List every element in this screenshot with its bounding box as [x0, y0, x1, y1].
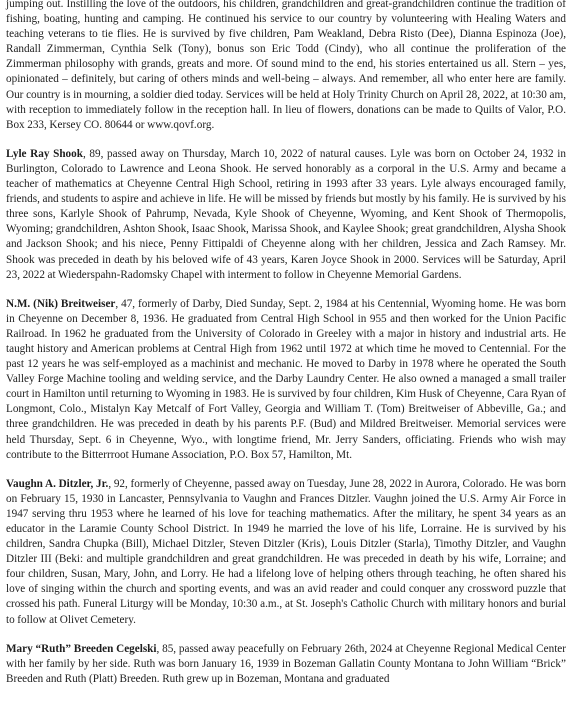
obituary-name: Vaughn A. Ditzler, Jr. — [6, 477, 109, 490]
obituary-entry-shook — [6, 147, 566, 283]
obituary-text: jumping out. Instilling the love of the outdoors, his children, grandchildren and great-grandchildren continue the tradition of fishing, boating, hunting and camping. He continued his service to our country by volunteering with Healing Waters and teaching veterans to tie flies. He is survived by five children, Pam Weakland, Debra Risto (Dee), Dianna Espinoza (Joe), Randall Zimmerman, Cynthia Selk (Tony), bonus son Eric Todd (Cindy), who all continue the proliferation of the Zimmerman philosophy with grands, greats and more. Of sound mind to the end, his stories entertained us all. Stern – yes, opinionated – definitely, but caring of others minds and well-being – always. And remember, all who enter here are family. Our country is in mourning, a soldier died today. Services will be held at Holy Trinity Church on April 28, 2022, at 10:30 am, with reception to immediately follow in the reception hall. In lieu of flowers, donations can be made to Quilts of Valor, P.O. Box 233, Kersey CO. 80644 or www.qovf.org. — [6, 0, 566, 131]
obituary-entry-breitweiser — [6, 297, 566, 463]
obituary-entry-cegelski — [6, 642, 566, 687]
obituary-name: N.M. (Nik) Breitweiser — [6, 297, 116, 310]
obituary-name: Lyle Ray Shook — [6, 147, 83, 160]
obituary-text: , 92, formerly of Cheyenne, passed away on Tuesday, June 28, 2022 in Aurora, Colorado. He was born on February 15, 1930 in Lancaster, Pennsylvania to Vaughn and Frances Ditzler. Vaughn joined the U.S. Army Air Force in 1947 serving thru 1953 where he learned of his love for teaching mathematics. After the military, he spent 34 years as an educator in the Laramie County School District. In 1949 he married the love of his life, Lorraine. He is survived by his children, Sandra Chupka (Bill), Michael Ditzler, Steven Ditzler (Kris), Louis Ditzler (Starla), Timothy Ditzler, and Vaughn Ditzler III (Beki: and multiple grandchildren and great grandchildren. He was preceded in death by his wife, Lorraine; and four children, Susan, Mary, John, and Lorry. He had a lifelong love of helping others through teaching, he often shared his love of singing within the church and sporting events, and was an avid reader and could conquer any crossword puzzle that crossed his path. Funeral Liturgy will be Monday, 10:30 a.m., at St. Joseph's Catholic Church with military honors and burial to follow at Olivet Cemetery. — [6, 477, 567, 626]
obituary-name: Mary “Ruth” Breeden Cegelski — [6, 642, 157, 655]
obituary-text: , 85, passed away peacefully on February 26th, 2024 at Cheyenne Regional Medical Center with her family by her side. Ruth was born January 16, 1939 in Bozeman Gallatin County Montana to John William “Brick” Breeden and Ruth (Platt) Breeden. Ruth grew up in Bozeman, Montana and graduated — [6, 642, 566, 685]
obituary-entry-zimmerman — [6, 0, 566, 133]
obituary-entry-ditzler — [6, 477, 566, 628]
obituary-text: , 47, formerly of Darby, Died Sunday, Sept. 2, 1984 at his Centennial, Wyoming home. He was born in Cheyenne on December 8, 1936. He graduated from Central High School in 955 and then worked for the Union Pacific Railroad. In 1962 he graduated from the University of Colorado in Greeley with a major in history and industrial arts. He taught history and American problems at Central High from 1962 until 1972 at which time he moved to Centennial. For the past 12 years he was self-employed as a machinist and mechanic. He moved to Darby in 1978 where he operated the South Valley Forge Machine tooling and welding service, and the Darby Laundry Center. He also owned a managed a small trailer court in Hamilton until returning to Wyoming in 1983. He is survived by four children, Kim Husk of Cheyenne, Cara Ryan of Longmont, Colo., Mistalyn Kay Metcalf of Fort Valley, Georgia and William T. (Tom) Breitweiser of Abbeville, Ga.; and three grandchildren. He was preceded in death by his parents P.F. (Bud) and Mildred Breitweiser. Memorial services were held Thursday, Sept. 6 in Cheyenne, Wyo., with longtime friend, Mr. Jerry Sanders, officiating. Friends who wish may contribute to the Bitterrroot Humane Association, P.O. Box 57, Hamilton, Mt. — [6, 297, 567, 461]
obituary-text: , 89, passed away on Thursday, March 10, 2022 of natural causes. Lyle was born on October 24, 1932 in Burlington, Colorado to Lawrence and Leona Shook. He served honorably as a corporal in the U.S. Army and became a teacher of mathematics at Cheyenne Central High School, retiring in 1993 after 33 years. Lyle always encouraged family, friends, and students to aspire and achieve in life. He will be missed by friends but mostly by his family. He is survived by his three sons, Karlyle Shook of Pahrump, Nevada, Kyle Shook of Cheyenne, Wyoming, and Kent Shook of Thermopolis, Wyoming; grandchildren, Ashton Shook, Isaac Shook, Marissa Shook, and Kaylee Shook; great grandchildren, Alysha Shook and Jackson Shook; and his niece, Penny Fittipaldi of Cheyenne along with her children, Jessica and Zach Ramsey. Mr. Shook was preceded in death by his beloved wife of 43 years, Karen Joyce Shook in 2000. Services will be Saturday, April 23, 2022 at Wiederspahn-Radomsky Chapel with interment to follow in Cheyenne Memorial Gardens. — [6, 147, 566, 281]
